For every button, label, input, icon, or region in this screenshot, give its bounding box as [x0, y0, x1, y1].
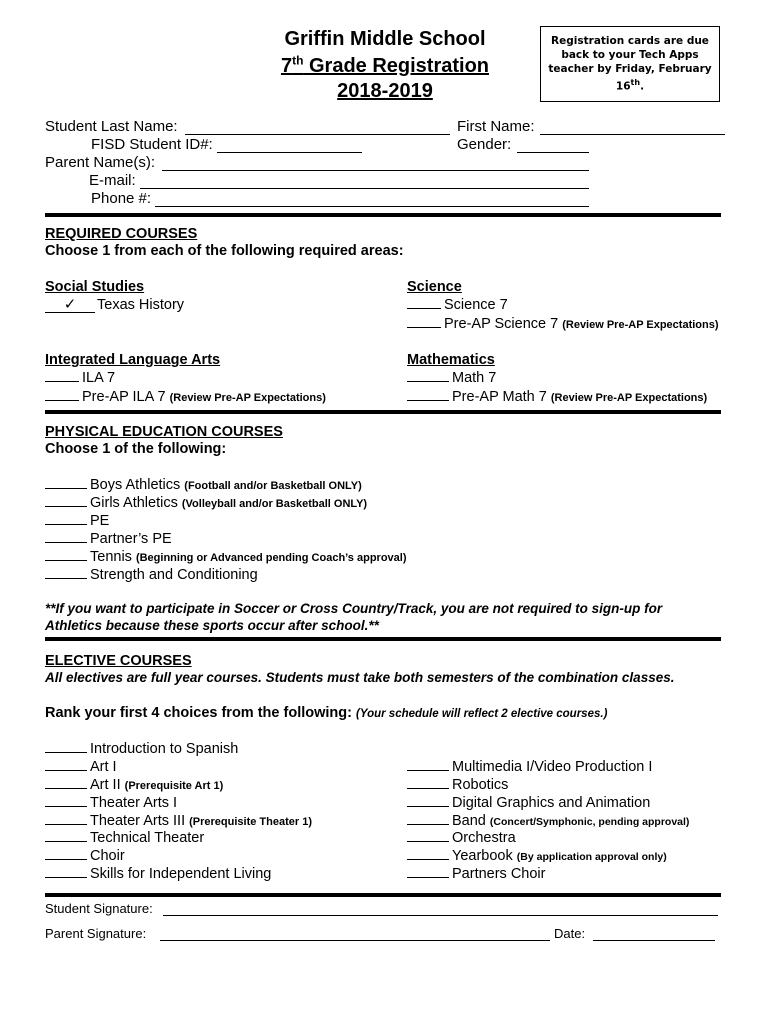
section-divider: [45, 213, 721, 217]
girls-athletics-option[interactable]: Girls Athletics (Volleyball and/or Basketball ONLY): [45, 495, 367, 511]
elective-instruction: All electives are full year courses. Students must take both semesters of the combination classes.: [45, 670, 675, 685]
elective-option-orchestra[interactable]: Orchestra: [407, 830, 516, 846]
ila-heading: Integrated Language Arts: [45, 352, 221, 368]
phone-field[interactable]: [155, 206, 589, 207]
student-signature-label: Student Signature:: [45, 901, 153, 916]
date-field[interactable]: [593, 940, 715, 941]
pe-instruction: Choose 1 of the following:: [45, 441, 227, 457]
science-heading: Science: [407, 279, 462, 295]
student-id-field[interactable]: [217, 152, 362, 153]
last-name-field[interactable]: [185, 134, 450, 135]
elective-option-art-1[interactable]: Art I: [45, 759, 117, 775]
elective-option-theater-1[interactable]: Theater Arts I: [45, 795, 177, 811]
school-name: Griffin Middle School: [284, 28, 486, 50]
athletics-footnote-line1: **If you want to participate in Soccer or Cross Country/Track, you are not required to sign-up for: [45, 601, 663, 616]
pe-option[interactable]: PE: [45, 513, 109, 529]
elective-option-partners-choir[interactable]: Partners Choir: [407, 866, 545, 882]
strength-conditioning-option[interactable]: Strength and Conditioning: [45, 567, 258, 583]
parent-name-field[interactable]: [162, 170, 589, 171]
elective-option-multimedia[interactable]: Multimedia I/Video Production I: [407, 759, 652, 775]
parent-signature-label: Parent Signature:: [45, 926, 147, 941]
first-name-field[interactable]: [540, 134, 725, 135]
elective-option-band[interactable]: Band (Concert/Symphonic, pending approval): [407, 813, 689, 829]
phone-label: Phone #:: [91, 190, 152, 207]
elective-option-spanish[interactable]: Introduction to Spanish: [45, 741, 238, 757]
elective-option-independent-living[interactable]: Skills for Independent Living: [45, 866, 271, 882]
pe-heading: PHYSICAL EDUCATION COURSES: [45, 424, 283, 440]
elective-option-robotics[interactable]: Robotics: [407, 777, 508, 793]
first-name-label: First Name:: [457, 118, 535, 135]
social-studies-heading: Social Studies: [45, 279, 145, 295]
tennis-option[interactable]: Tennis (Beginning or Advanced pending Coach’s approval): [45, 549, 407, 565]
section-divider: [45, 410, 721, 414]
email-label: E-mail:: [89, 172, 136, 189]
texas-history-option[interactable]: ✓ Texas History: [45, 297, 184, 313]
ila-7-option[interactable]: ILA 7: [45, 370, 115, 386]
elective-option-digital-graphics[interactable]: Digital Graphics and Animation: [407, 795, 650, 811]
student-signature-field[interactable]: [163, 915, 718, 916]
math-7-option[interactable]: Math 7: [407, 370, 496, 386]
boys-athletics-option[interactable]: Boys Athletics (Football and/or Basketball ONLY): [45, 477, 362, 493]
due-date-notice: Registration cards are due back to your Tech Apps teacher by Friday, February 16th.: [540, 26, 720, 102]
pre-ap-science-7-option[interactable]: Pre-AP Science 7 (Review Pre-AP Expectations): [407, 316, 719, 332]
parent-signature-field[interactable]: [160, 940, 550, 941]
gender-field[interactable]: [517, 152, 589, 153]
required-courses-heading: REQUIRED COURSES: [45, 226, 198, 242]
elective-option-theater-3[interactable]: Theater Arts III (Prerequisite Theater 1): [45, 813, 312, 829]
section-divider: [45, 637, 721, 641]
elective-option-yearbook[interactable]: Yearbook (By application approval only): [407, 848, 667, 864]
elective-option-choir[interactable]: Choir: [45, 848, 125, 864]
grade-registration-title: 7th Grade Registration: [280, 53, 490, 77]
pre-ap-ila-7-option[interactable]: Pre-AP ILA 7 (Review Pre-AP Expectations): [45, 389, 326, 405]
athletics-footnote-line2: Athletics because these sports occur after school.**: [45, 618, 379, 633]
math-heading: Mathematics: [407, 352, 495, 368]
email-field[interactable]: [140, 188, 589, 189]
parent-name-label: Parent Name(s):: [45, 154, 156, 171]
partners-pe-option[interactable]: Partner’s PE: [45, 531, 172, 547]
date-label: Date:: [554, 926, 586, 941]
section-divider: [45, 893, 721, 897]
elective-courses-heading: ELECTIVE COURSES: [45, 653, 192, 669]
last-name-label: Student Last Name:: [45, 118, 178, 135]
school-year: 2018-2019: [337, 80, 433, 102]
science-7-option[interactable]: Science 7: [407, 297, 508, 313]
rank-instruction: Rank your first 4 choices from the following: (Your schedule will reflect 2 elective courses.): [45, 705, 608, 721]
elective-option-technical-theater[interactable]: Technical Theater: [45, 830, 204, 846]
elective-option-art-2[interactable]: Art II (Prerequisite Art 1): [45, 777, 223, 793]
gender-label: Gender:: [457, 136, 512, 153]
required-courses-instruction: Choose 1 from each of the following required areas:: [45, 243, 404, 259]
student-id-label: FISD Student ID#:: [91, 136, 213, 153]
check-mark-icon: ✓: [45, 297, 95, 313]
pre-ap-math-7-option[interactable]: Pre-AP Math 7 (Review Pre-AP Expectations): [407, 389, 707, 405]
